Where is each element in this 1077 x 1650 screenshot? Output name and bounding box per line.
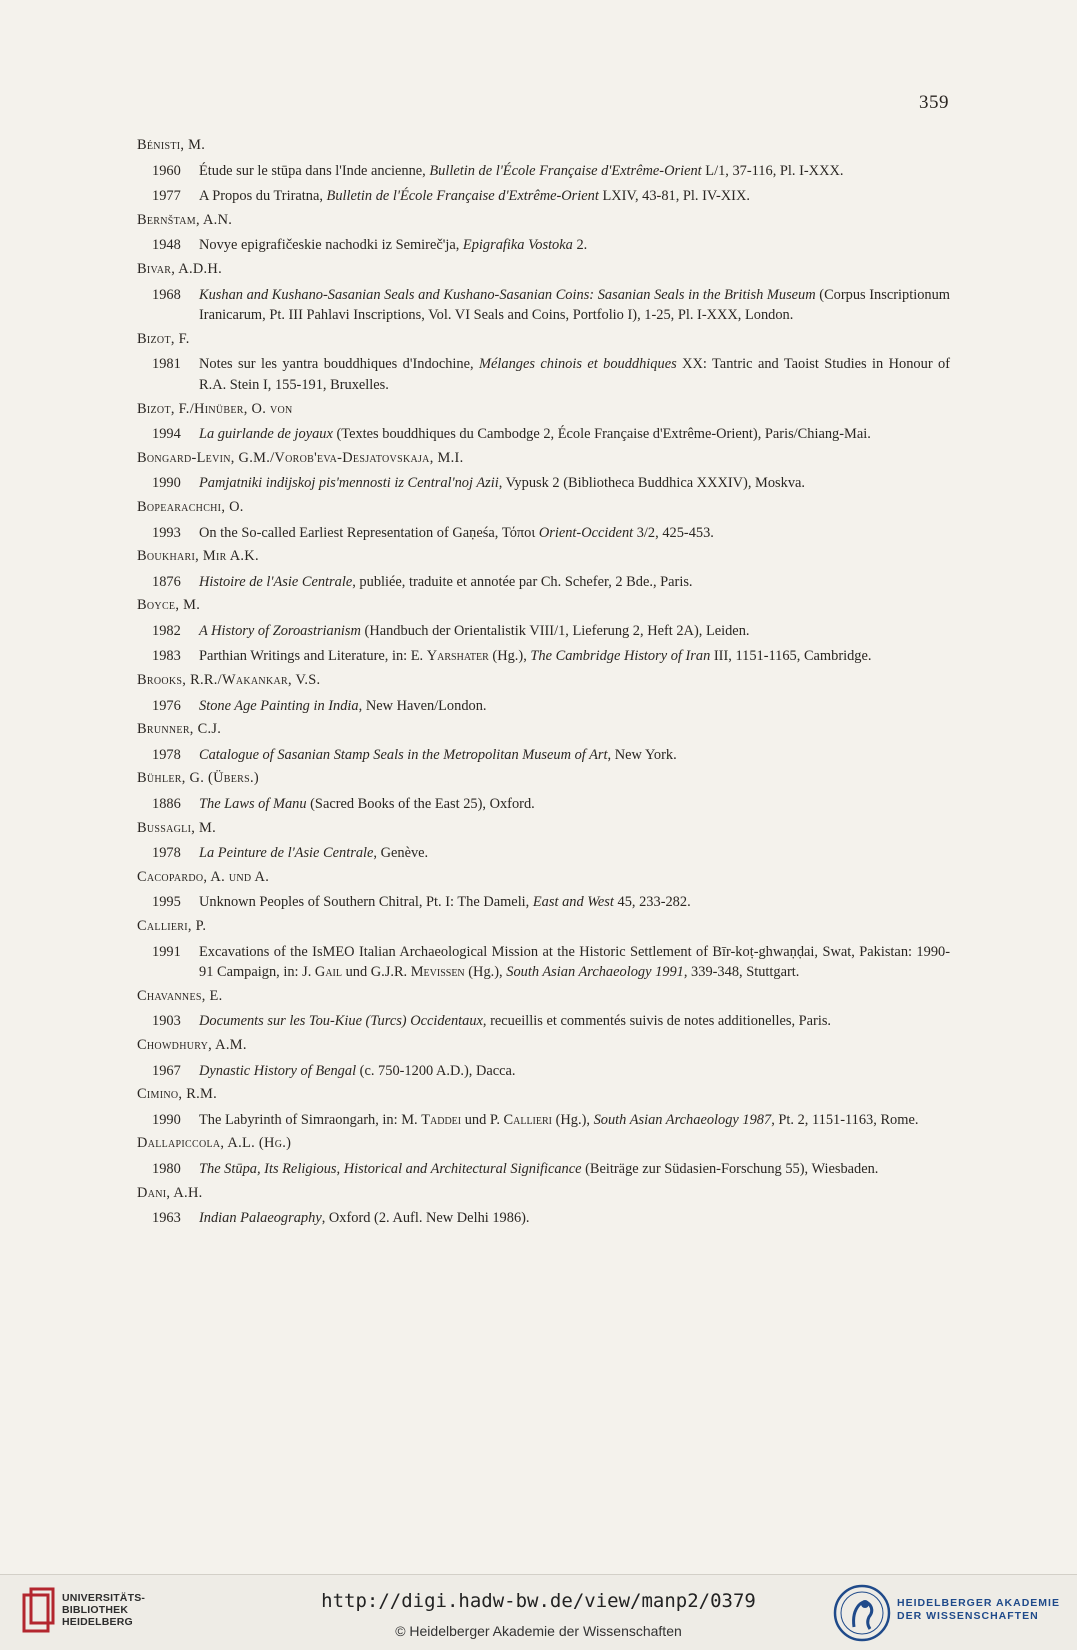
bib-title-italic: Bulletin de l'École Française d'Extrême-Orient bbox=[429, 162, 702, 179]
bib-title-italic: La Peinture de l'Asie Centrale bbox=[199, 845, 374, 862]
page-number: 359 bbox=[919, 92, 949, 113]
bib-title-italic: The Stūpa, Its Religious, Historical and Architectural Significance bbox=[199, 1160, 582, 1177]
bib-text-run: und P. bbox=[461, 1111, 504, 1128]
bib-author: Bénisti, M. bbox=[137, 137, 206, 153]
bib-title-italic: Epigrafika Vostoka bbox=[462, 237, 573, 254]
library-name-line: UNIVERSITÄTS- bbox=[62, 1592, 146, 1604]
bib-entry-text bbox=[199, 942, 950, 983]
academy-name bbox=[897, 1597, 1060, 1623]
bib-entry-text bbox=[199, 161, 950, 182]
bib-author: Dallapiccola, A.L. (Hg.) bbox=[137, 1135, 292, 1152]
bib-text-run: (Hg.), bbox=[464, 964, 507, 981]
bib-author: Bühler, G. (Übers.) bbox=[137, 770, 259, 787]
bib-entry-text bbox=[199, 235, 950, 256]
bib-text-run: A Propos du Triratna, bbox=[199, 188, 327, 205]
bib-entry-year: 1991 bbox=[152, 943, 181, 960]
bib-entry-year: 1993 bbox=[152, 524, 181, 541]
bib-text-run: (Sacred Books of the East 25), Oxford. bbox=[306, 796, 535, 813]
bib-name-smallcaps: Gail bbox=[314, 964, 342, 981]
academy-name-line: HEIDELBERGER AKADEMIE bbox=[897, 1597, 1060, 1609]
bib-text-run: , New York. bbox=[607, 746, 677, 763]
bib-entry-year: 1990 bbox=[152, 475, 181, 492]
bib-entry-text bbox=[199, 572, 950, 593]
bib-entry-text bbox=[199, 794, 950, 815]
bib-author: Bussagli, M. bbox=[137, 819, 217, 836]
academy-seal-icon[interactable] bbox=[832, 1583, 892, 1643]
bib-text-run: , Oxford (2. Aufl. New Delhi 1986). bbox=[321, 1210, 530, 1227]
bib-entry bbox=[137, 285, 950, 326]
bib-entry-year: 1976 bbox=[152, 697, 181, 714]
academy-name-line: DER WISSENSCHAFTEN bbox=[897, 1610, 1039, 1622]
library-name-line: HEIDELBERG bbox=[62, 1616, 133, 1628]
bib-title-italic: Pamjatniki indijskoj pis'mennosti iz Central'noj Azii bbox=[199, 475, 499, 492]
bib-entry-text bbox=[199, 621, 950, 642]
bib-text-run: (Beiträge zur Südasien-Forschung 55), Wiesbaden. bbox=[581, 1160, 879, 1177]
bib-author: Bongard-Levin, G.M./Vorob'eva-Desjatovskaja, M.I. bbox=[137, 449, 464, 466]
bib-text-run: On the So-called Earliest Representation of Gaṇeśa, Τόποι bbox=[199, 524, 539, 541]
bib-author: Bernštam, A.N. bbox=[137, 211, 233, 228]
bib-title-italic: South Asian Archaeology 1987 bbox=[593, 1111, 772, 1128]
copyright-notice: © Heidelberger Akademie der Wissenschaften bbox=[395, 1623, 682, 1639]
bib-text-run: Novye epigrafičeskie nachodki iz Semireč'ja, bbox=[199, 237, 463, 254]
bib-entry-year: 1960 bbox=[152, 162, 181, 179]
bib-text-run: L/1, 37-116, Pl. I-XXX. bbox=[701, 162, 844, 179]
bib-text-run: 3/2, 425-453. bbox=[633, 524, 714, 541]
bib-name-smallcaps: Mevissen bbox=[410, 964, 465, 981]
bib-title-italic: La guirlande de joyaux bbox=[199, 426, 333, 443]
bib-entry-text bbox=[199, 1011, 950, 1032]
bib-author: Boukhari, Mir A.K. bbox=[137, 548, 259, 565]
bib-text-run: The Labyrinth of Simraongarh, in: M. bbox=[199, 1111, 422, 1128]
bib-author: Dani, A.H. bbox=[137, 1184, 203, 1201]
bib-entry-year: 1977 bbox=[152, 188, 181, 205]
bib-author: Callieri, P. bbox=[137, 918, 207, 934]
bib-entry-text bbox=[199, 1110, 950, 1131]
bib-text-run: Excavations of the IsMEO Italian Archaeological Mission at the Historic Settlement of Bīr-koṭ-ghwaṇḍai, Swat, Pakistan: 1990-91 Campaign, in: J. bbox=[199, 943, 950, 981]
permalink-url[interactable]: http://digi.hadw-bw.de/view/manp2/0379 bbox=[321, 1590, 756, 1612]
bib-entry-year: 1978 bbox=[152, 845, 181, 862]
bib-text-run: , Genève. bbox=[373, 845, 429, 862]
bib-title-italic: Indian Palaeography bbox=[199, 1210, 322, 1227]
bib-entry bbox=[137, 354, 950, 395]
bib-entry-year: 1948 bbox=[152, 237, 181, 254]
bib-entry-text bbox=[199, 186, 950, 207]
bib-entry bbox=[137, 843, 950, 864]
bib-text-run: , recueillis et commentés suivis de notes additionelles, Paris. bbox=[482, 1013, 832, 1030]
bib-entry-year: 1903 bbox=[152, 1013, 181, 1030]
bib-name-smallcaps: Taddei bbox=[421, 1111, 462, 1128]
bib-title-italic: Catalogue of Sasanian Stamp Seals in the Metropolitan Museum of Art bbox=[199, 746, 608, 763]
bib-text-run: , Pt. 2, 1151-1163, Rome. bbox=[771, 1111, 919, 1128]
bib-title-italic: Bulletin de l'École Française d'Extrême-Orient bbox=[326, 188, 599, 205]
bib-text-run: (Corpus Inscriptionum Iranicarum, Pt. III Pahlavi Inscriptions, Vol. VI Seals and Coins, Portfolio I), 1-25, Pl. I-XXX, London. bbox=[199, 286, 950, 324]
bib-author: Boyce, M. bbox=[137, 597, 201, 614]
bib-text-run: , publiée, traduite et annotée par Ch. Schefer, 2 Bde., Paris. bbox=[352, 573, 693, 590]
bib-entry-text bbox=[199, 1159, 950, 1180]
bib-entry-year: 1983 bbox=[152, 648, 181, 665]
bib-entry-year: 1886 bbox=[152, 796, 181, 813]
bib-title-italic: Dynastic History of Bengal bbox=[199, 1062, 357, 1079]
bib-author: Brooks, R.R./Wakankar, V.S. bbox=[137, 672, 321, 689]
bib-entry-year: 1990 bbox=[152, 1111, 181, 1128]
bib-entry-text bbox=[199, 354, 950, 395]
bib-entry bbox=[137, 794, 950, 815]
bib-author: Cacopardo, A. und A. bbox=[137, 868, 270, 885]
bib-entry-year: 1963 bbox=[152, 1210, 181, 1227]
bib-entry bbox=[137, 161, 950, 182]
bib-text-run: , New Haven/London. bbox=[358, 697, 487, 714]
bib-entry bbox=[137, 424, 950, 445]
bib-entry-text bbox=[199, 892, 950, 913]
bib-entry bbox=[137, 572, 950, 593]
bib-entry bbox=[137, 745, 950, 766]
bib-text-run: Parthian Writings and Literature, in: E. bbox=[199, 648, 427, 665]
bib-entry bbox=[137, 621, 950, 642]
bib-entry bbox=[137, 942, 950, 983]
bibliography-list bbox=[137, 132, 950, 1229]
bib-entry-text bbox=[199, 473, 950, 494]
bib-entry-year: 1980 bbox=[152, 1160, 181, 1177]
bib-entry bbox=[137, 523, 950, 544]
bib-entry bbox=[137, 892, 950, 913]
viewer-footer bbox=[0, 1574, 1077, 1650]
library-name-line: BIBLIOTHEK bbox=[62, 1604, 129, 1616]
bib-entry-year: 1968 bbox=[152, 286, 181, 303]
bib-text-run: 2. bbox=[572, 237, 588, 254]
bib-title-italic: Kushan and Kushano-Sasanian Seals and Kushano-Sasanian Coins: Sasanian Seals in the British Museum bbox=[199, 286, 816, 303]
bib-entry-text bbox=[199, 1061, 950, 1082]
bib-entry bbox=[137, 235, 950, 256]
bib-entry-text bbox=[199, 646, 950, 667]
bib-text-run: Notes sur les yantra bouddhiques d'Indochine, bbox=[199, 356, 480, 373]
bib-entry bbox=[137, 1011, 950, 1032]
bib-text-run: , 339-348, Stuttgart. bbox=[683, 964, 800, 981]
bib-entry bbox=[137, 1110, 950, 1131]
bib-entry bbox=[137, 646, 950, 667]
bib-title-italic: Histoire de l'Asie Centrale bbox=[199, 573, 353, 590]
bib-text-run: III, 1151-1165, Cambridge. bbox=[710, 648, 872, 665]
bib-entry-text bbox=[199, 1208, 950, 1229]
bib-text-run: (Handbuch der Orientalistik VIII/1, Lieferung 2, Heft 2A), Leiden. bbox=[360, 622, 750, 639]
bib-entry bbox=[137, 1061, 950, 1082]
bib-title-italic: South Asian Archaeology 1991 bbox=[506, 964, 684, 981]
bib-text-run: XX: Tantric and Taoist Studies in Honour of R.A. Stein I, 155-191, Bruxelles. bbox=[199, 356, 950, 393]
bib-author: Brunner, C.J. bbox=[137, 721, 222, 738]
bib-entry-year: 1981 bbox=[152, 356, 181, 373]
bib-name-smallcaps: Callieri bbox=[503, 1111, 552, 1128]
bib-entry bbox=[137, 696, 950, 717]
bib-entry-year: 1982 bbox=[152, 622, 181, 639]
bib-entry-year: 1994 bbox=[152, 426, 181, 443]
bib-text-run: Unknown Peoples of Southern Chitral, Pt. I: The Dameli, bbox=[199, 894, 533, 911]
bib-title-italic: Stone Age Painting in India bbox=[199, 697, 359, 714]
bib-text-run: Étude sur le stūpa dans l'Inde ancienne, bbox=[199, 162, 430, 179]
bib-author: Cimino, R.M. bbox=[137, 1086, 217, 1103]
bib-text-run: , Vypusk 2 (Bibliotheca Buddhica XXXIV), Moskva. bbox=[498, 475, 806, 492]
bib-name-smallcaps: Yarshater bbox=[426, 648, 489, 665]
bib-author: Chowdhury, A.M. bbox=[137, 1036, 247, 1053]
bib-author: Bizot, F./Hinüber, O. von bbox=[137, 400, 293, 417]
bib-entry-text bbox=[199, 424, 950, 445]
bib-author: Bopearachchi, O. bbox=[137, 498, 244, 515]
bib-author: Bivar, A.D.H. bbox=[137, 260, 223, 277]
bib-entry bbox=[137, 473, 950, 494]
bib-author: Bizot, F. bbox=[137, 330, 190, 347]
bib-title-italic: The Laws of Manu bbox=[199, 796, 307, 813]
bib-entry-year: 1967 bbox=[152, 1062, 181, 1079]
bib-text-run: (Hg.), bbox=[552, 1111, 594, 1128]
bib-title-italic: A History of Zoroastrianism bbox=[199, 622, 361, 639]
bib-text-run: 45, 233-282. bbox=[613, 894, 691, 911]
bib-entry-year: 1995 bbox=[152, 894, 181, 911]
bib-text-run: (c. 750-1200 A.D.), Dacca. bbox=[356, 1062, 516, 1079]
bib-entry-year: 1978 bbox=[152, 746, 181, 763]
bib-entry-text bbox=[199, 523, 950, 544]
bib-text-run: (Hg.), bbox=[488, 648, 531, 665]
bib-title-italic: The Cambridge History of Iran bbox=[530, 648, 711, 665]
bib-title-italic: Mélanges chinois et bouddhiques bbox=[479, 356, 677, 373]
bib-entry bbox=[137, 186, 950, 207]
bib-entry-text bbox=[199, 843, 950, 864]
bib-entry-year: 1876 bbox=[152, 573, 181, 590]
bib-text-run: LXIV, 43-81, Pl. IV-XIX. bbox=[598, 188, 750, 205]
bib-text-run: (Textes bouddhiques du Cambodge 2, École Française d'Extrême-Orient), Paris/Chiang-Mai. bbox=[332, 426, 871, 443]
bib-title-italic: East and West bbox=[532, 894, 614, 911]
bib-entry-text bbox=[199, 696, 950, 717]
bib-title-italic: Documents sur les Tou-Kiue (Turcs) Occidentaux bbox=[199, 1013, 483, 1030]
bib-title-italic: Orient-Occident bbox=[538, 524, 634, 541]
bib-entry-text bbox=[199, 745, 950, 766]
bib-author: Chavannes, E. bbox=[137, 987, 223, 1004]
bib-entry bbox=[137, 1208, 950, 1229]
bib-entry-text bbox=[199, 285, 950, 326]
bib-entry bbox=[137, 1159, 950, 1180]
bib-text-run: und G.J.R. bbox=[341, 964, 411, 981]
